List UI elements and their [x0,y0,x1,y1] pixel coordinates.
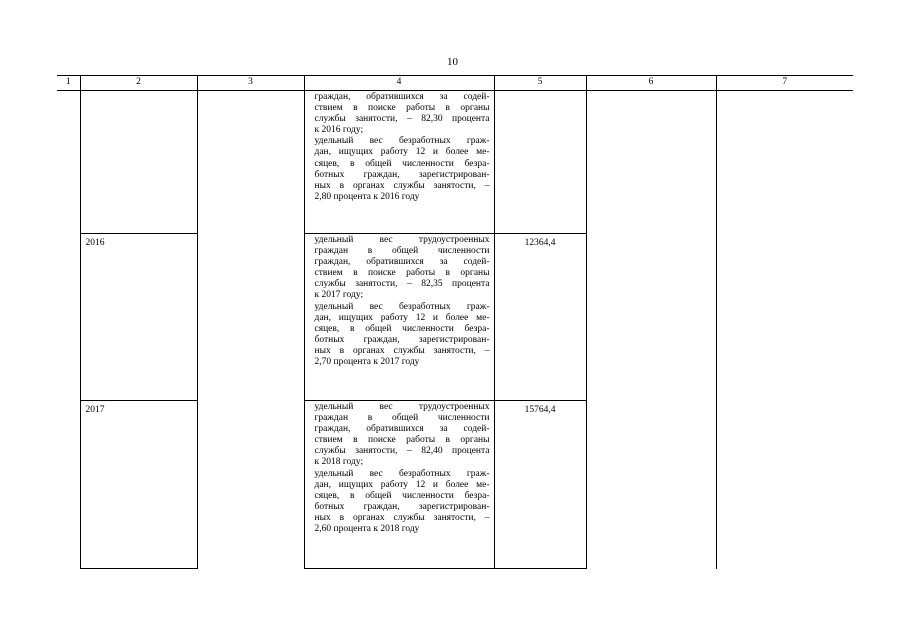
page-number: 10 [447,56,458,68]
cell-indicators-continuation [304,91,494,234]
cell-amount-2016: 12364,4 [494,234,586,401]
indicator-line: ботных граждан, зарегистрирован- [314,334,490,345]
indicator-line: граждан в общей численности [314,246,490,257]
indicator-line: ствием в поиске работы в органы [314,103,490,114]
header-col-2: 2 [80,76,197,91]
cell-col-7 [716,91,853,569]
header-col-4: 4 [304,76,494,91]
indicator-line: граждан, обратившихся за содей- [314,92,490,102]
indicator-line: ствием в поиске работы в органы [314,435,490,446]
cell-col-6 [586,91,716,569]
indicator-line: службы занятости, – 82,40 процента [314,446,490,457]
indicator-line: ных в органах службы занятости, – [314,512,490,523]
cell-indicators-2016 [304,234,494,401]
cell-amount-empty [494,91,586,234]
indicator-line: ботных граждан, зарегистрирован- [314,169,490,180]
indicator-line: ботных граждан, зарегистрирован- [314,501,490,512]
header-col-6: 6 [586,76,716,91]
indicator-line: граждан, обратившихся за содей- [314,424,490,435]
indicator-line: граждан в общей численности [314,413,490,424]
indicator-line: к 2017 году; [314,290,364,301]
indicator-line: удельный вес безработных граж- [314,301,490,312]
indicator-line: удельный вес трудоустроенных [314,402,490,412]
indicator-line: граждан, обратившихся за содей- [314,257,490,268]
indicator-line: сяцев, в общей численности безра- [314,323,490,334]
cell-year-2016: 2016 [80,234,197,401]
cell-col-1 [57,91,80,569]
indicator-line: дан, ищущих работу 12 и более ме- [314,479,490,490]
indicator-line: ствием в поиске работы в органы [314,268,490,279]
indicator-line: дан, ищущих работу 12 и более ме- [314,312,490,323]
indicator-line: к 2018 году; [314,457,364,468]
indicator-line: службы занятости, – 82,35 процента [314,279,490,290]
header-col-5: 5 [494,76,586,91]
cell-amount-2017: 15764,4 [494,401,586,569]
indicator-line: дан, ищущих работу 12 и более ме- [314,147,490,158]
indicator-line: 2,70 процента к 2017 году [314,357,420,368]
indicator-line: удельный вес безработных граж- [314,468,490,479]
indicator-line: службы занятости, – 82,30 процента [314,114,490,125]
table-row-continuation [57,91,853,234]
indicator-line: ных в органах службы занятости, – [314,180,490,191]
indicator-line: к 2016 году; [314,125,364,136]
table-header-row [57,76,853,91]
header-col-1: 1 [57,76,80,91]
indicator-line: удельный вес трудоустроенных [314,235,490,245]
header-col-3: 3 [197,76,304,91]
indicator-line: 2,80 процента к 2016 году [314,191,420,202]
header-col-7: 7 [716,76,853,91]
indicator-line: удельный вес безработных граж- [314,136,490,147]
cell-year-empty [80,91,197,234]
indicator-line: сяцев, в общей численности безра- [314,490,490,501]
program-table [57,75,853,569]
indicator-line: сяцев, в общей численности безра- [314,158,490,169]
indicator-line: ных в органах службы занятости, – [314,345,490,356]
cell-year-2017: 2017 [80,401,197,569]
cell-indicators-2017 [304,401,494,569]
cell-col-3 [197,91,304,569]
indicator-line: 2,60 процента к 2018 году [314,524,420,535]
